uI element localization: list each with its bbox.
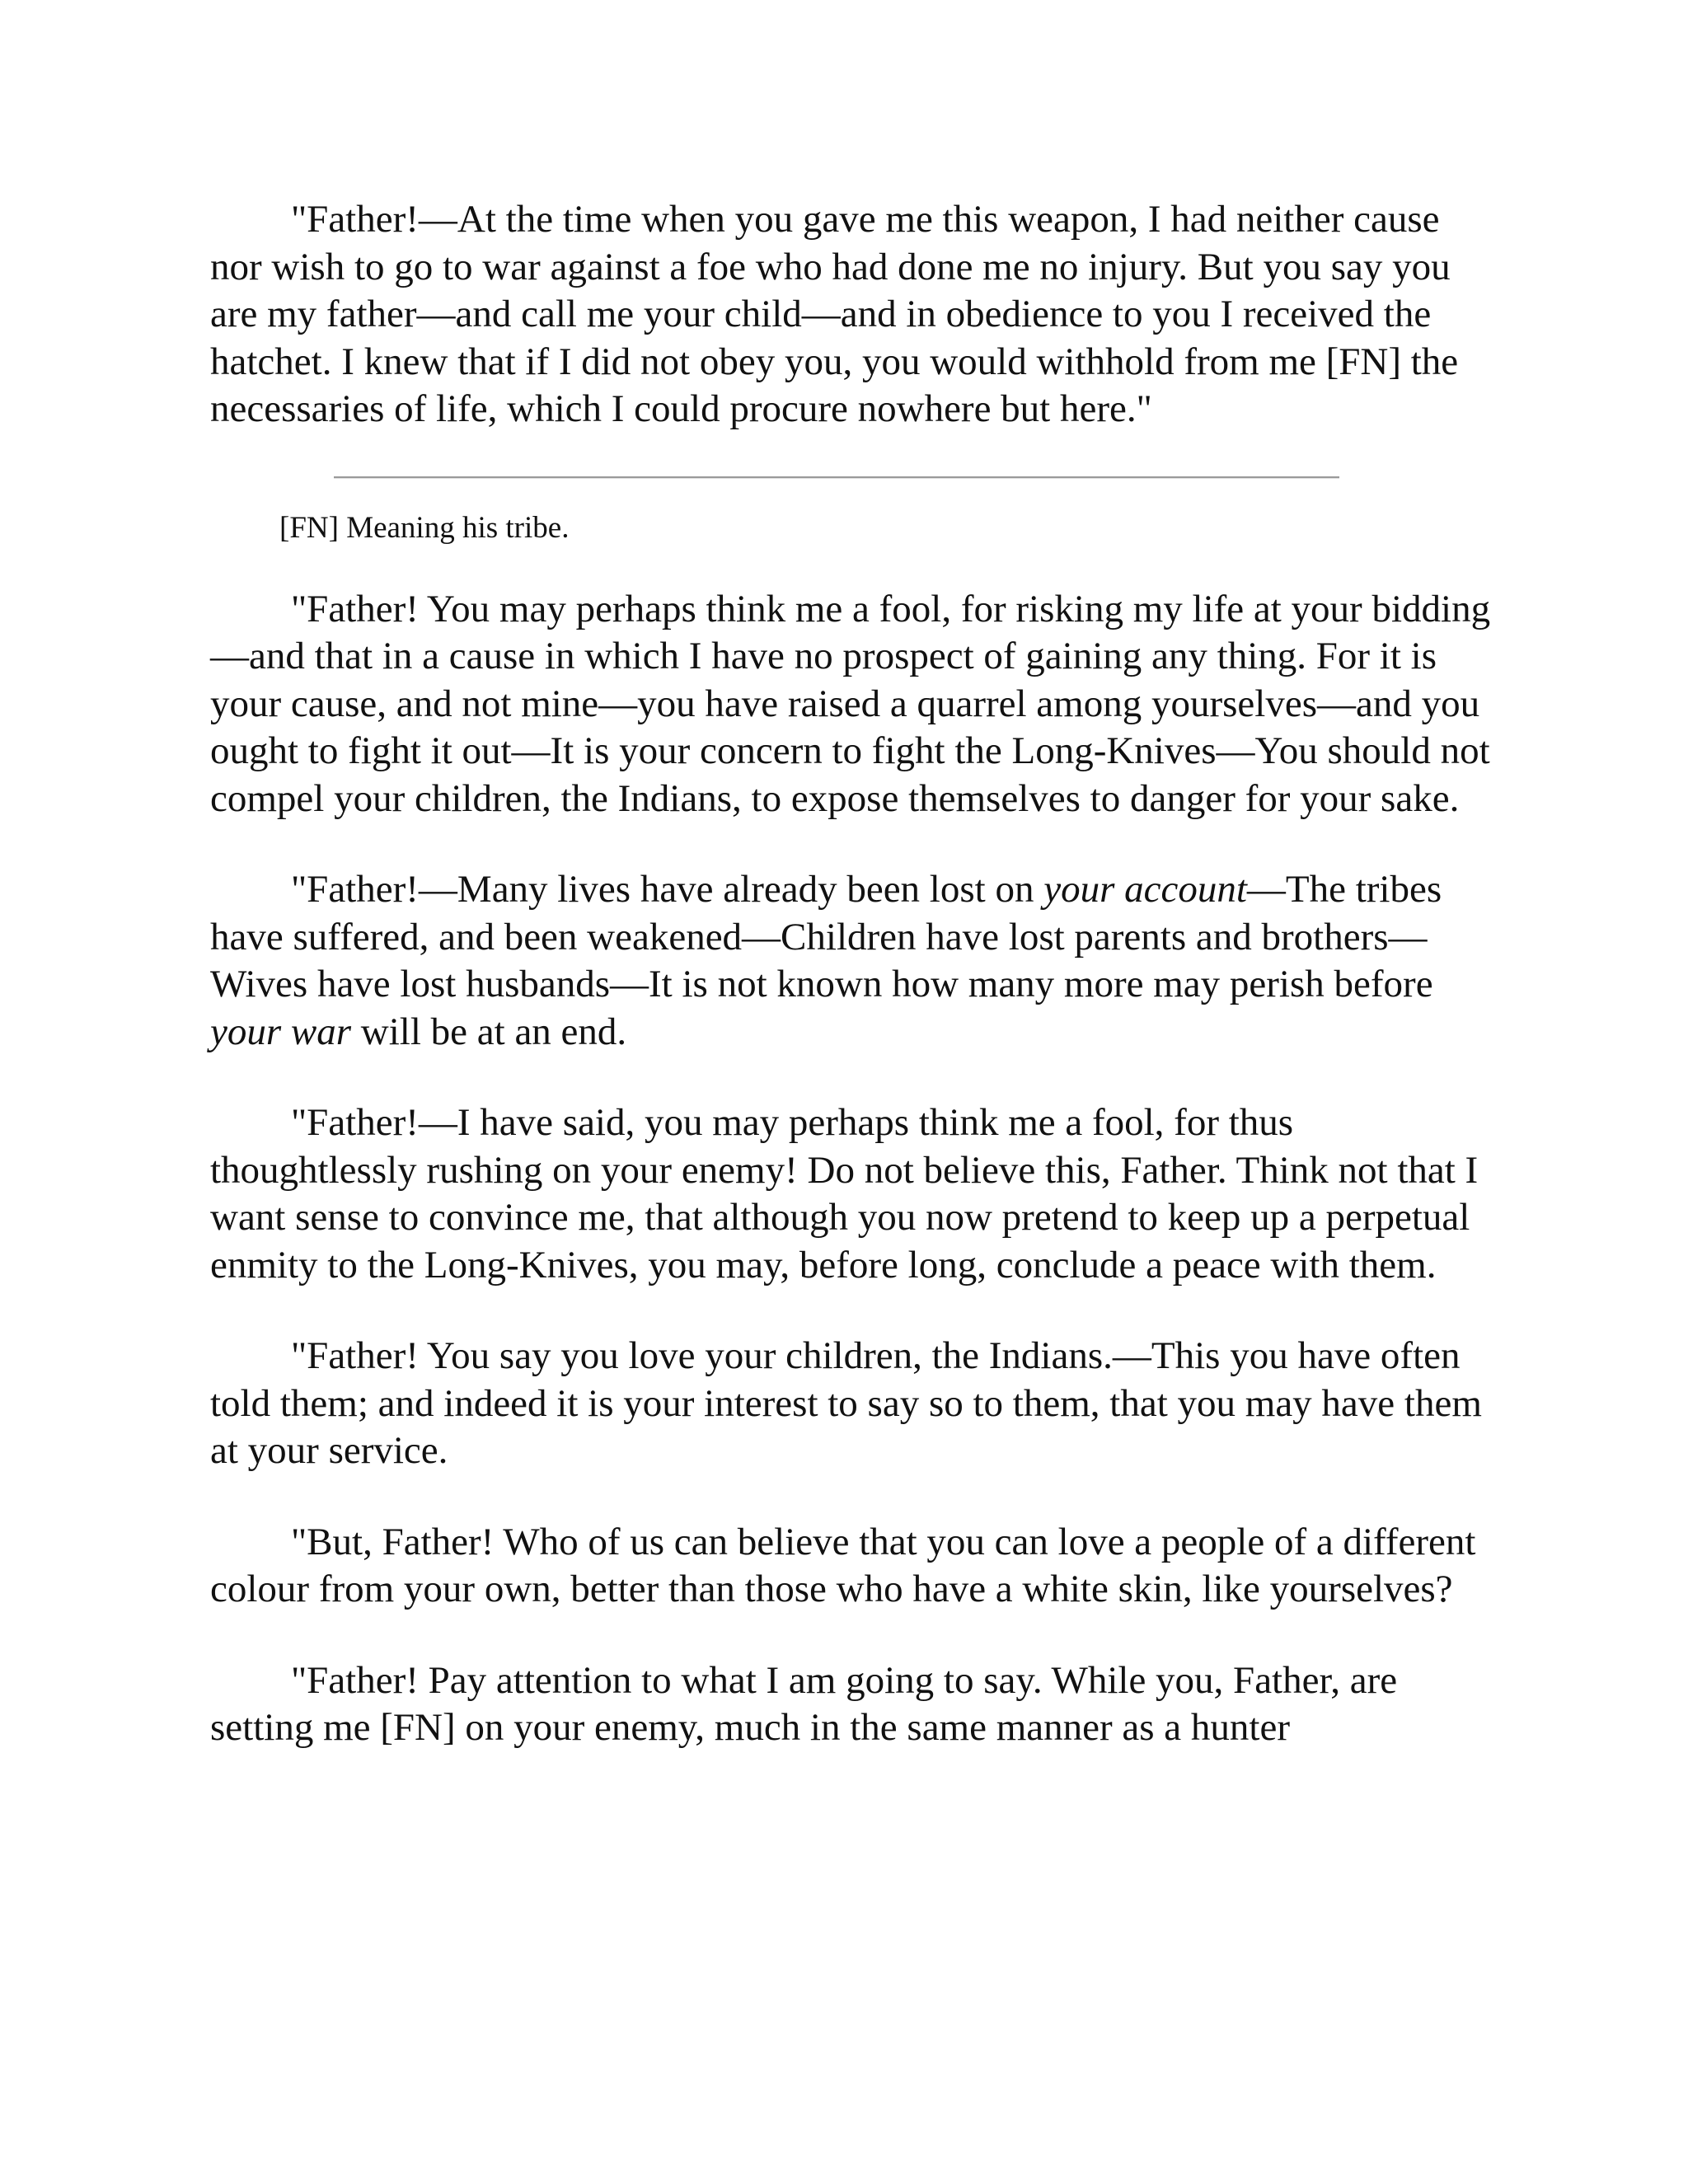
paragraph-3-text-c: —The tribes have suffered, and been weakened—Children have lost parents and brothers—Wives have lost husbands—It is not known how many more may perish before: [210, 868, 1442, 1005]
paragraph-7: "Father! Pay attention to what I am going to say. While you, Father, are setting me [FN] on your enemy, much in the same manner as a hunter: [210, 1658, 1398, 1749]
document-page: [210, 196, 1496, 1752]
paragraph-3-emphasis-your-account: your account: [1043, 868, 1247, 911]
paragraph-3-text-a: "Father!—Many lives have already been lost on: [291, 868, 1044, 911]
paragraph-1: "Father!—At the time when you gave me this weapon, I had neither cause nor wish to go to war against a foe who had done me no injury. But you say you are my father—and call me your child—and in obedience to you I received the hatchet. I knew that if I did not obey you, you would withhold from me [FN] the necessaries of life, which I could procure nowhere but here.": [210, 198, 1459, 430]
paragraph-6: "But, Father! Who of us can believe that you can love a people of a different colour from your own, better than those who have a white skin, like yourselves?: [210, 1520, 1476, 1610]
paragraph-2: "Father! You may perhaps think me a fool, for risking my life at your bidding—and that in a cause in which I have no prospect of gaining any thing. For it is your cause, and not mine—you have raised a quarrel among yourselves—and you ought to fight it out—It is your concern to fight the Long-Knives—You should not compel your children, the Indians, to expose themselves to danger for your sake.: [210, 587, 1491, 820]
paragraph-4: "Father!—I have said, you may perhaps think me a fool, for thus thoughtlessly rushing on your enemy! Do not believe this, Father. Think not that I want sense to convince me, that although you now pretend to keep up a perpetual enmity to the Long-Knives, you may, before long, conclude a peace with them.: [210, 1101, 1479, 1286]
paragraph-5: "Father! You say you love your children, the Indians.—This you have often told them; and indeed it is your interest to say so to them, that you may have them at your service.: [210, 1334, 1482, 1472]
footnote: [FN] Meaning his tribe.: [279, 510, 570, 545]
paragraph-3-emphasis-your-war: your war: [210, 1010, 352, 1053]
paragraph-3-text-e: will be at an end.: [351, 1010, 627, 1053]
footnote-divider: [334, 476, 1339, 479]
paragraph-3: [210, 866, 1496, 1056]
